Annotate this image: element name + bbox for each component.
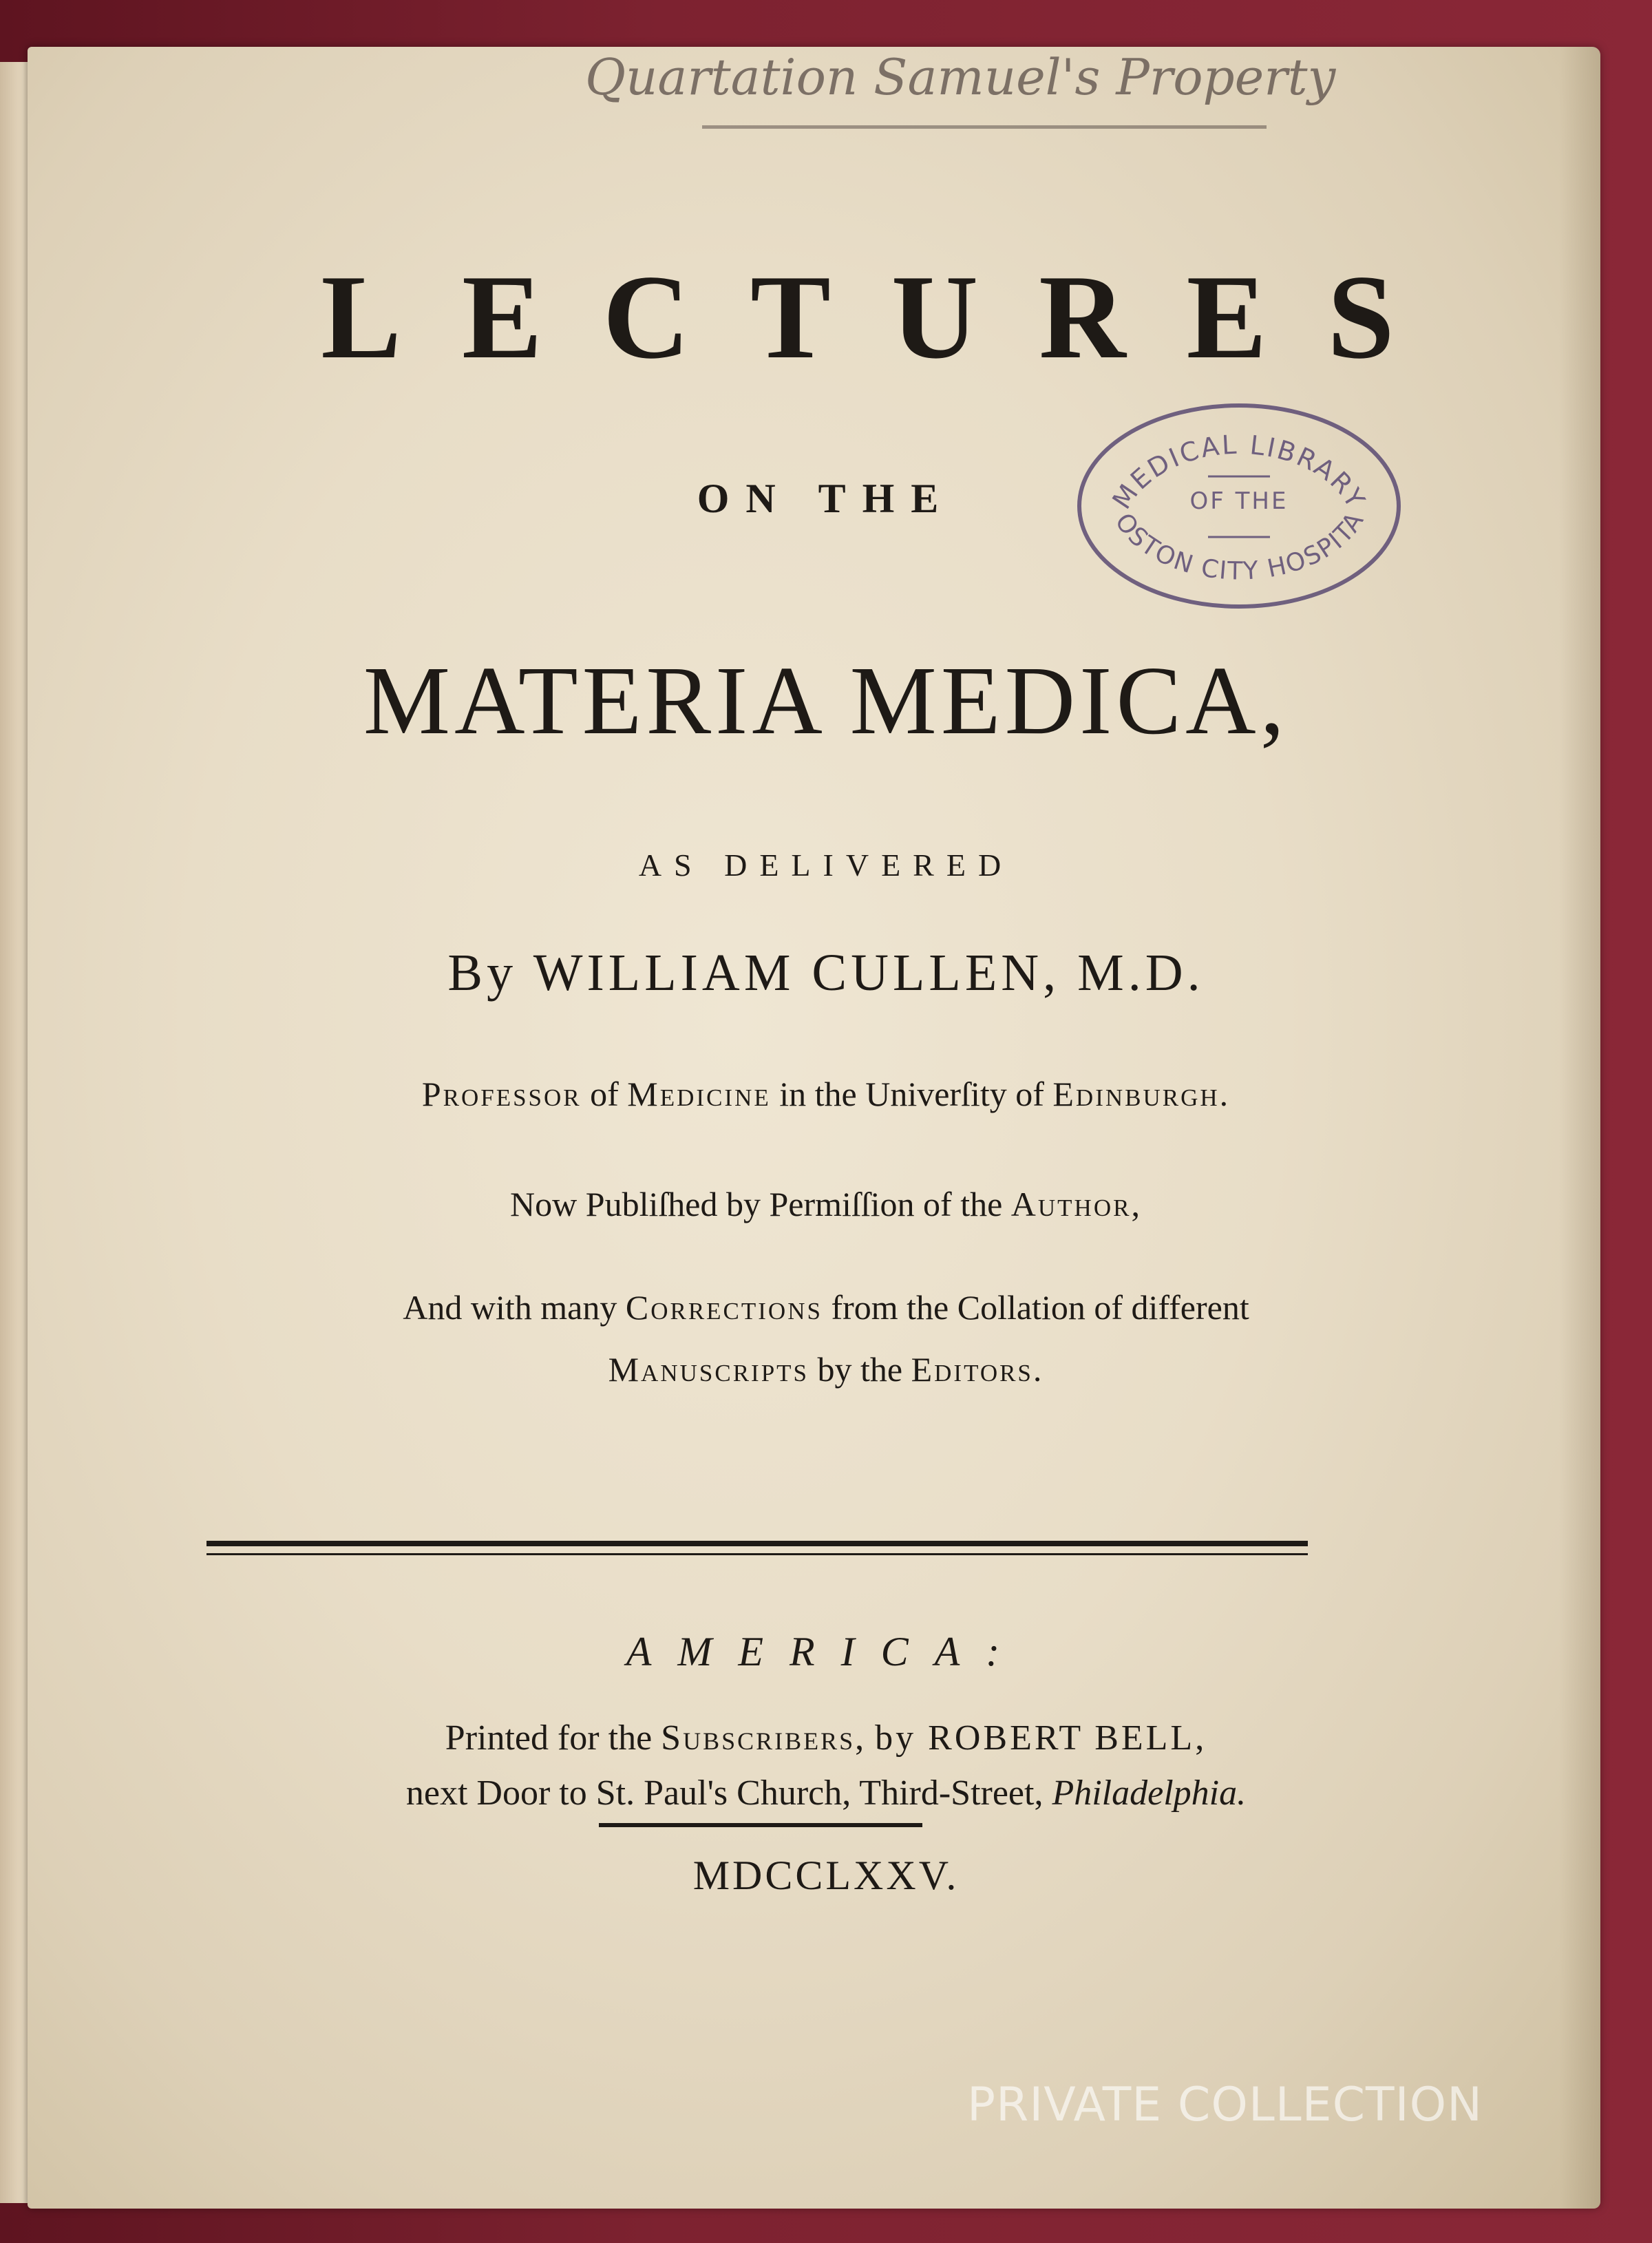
title-lectures: LECTURES bbox=[321, 250, 1455, 383]
by-the-phrase: by the bbox=[817, 1350, 903, 1389]
edinburgh-word: Edinburgh. bbox=[1052, 1075, 1231, 1113]
author-by: By bbox=[447, 944, 518, 1002]
printed-for-phrase: Printed for the bbox=[445, 1718, 653, 1758]
stamp-top-text: MEDICAL LIBRARY bbox=[1106, 429, 1372, 515]
imprint-place: AMERICA: bbox=[626, 1629, 1026, 1674]
published-line bbox=[0, 1184, 1652, 1224]
author-word: Author, bbox=[1010, 1185, 1142, 1223]
inscription-text: Quartation Samuel's Property bbox=[585, 48, 1336, 106]
professor-line bbox=[0, 1074, 1652, 1114]
title-materia-medica: MATERIA MEDICA, bbox=[363, 646, 1289, 755]
title-on-the: ON THE bbox=[697, 476, 955, 521]
editors-word: Editors. bbox=[911, 1350, 1044, 1389]
imprint-year: MDCCLXXV. bbox=[692, 1853, 960, 1898]
philadelphia-word: Philadelphia. bbox=[1052, 1773, 1247, 1813]
watermark-text: PRIVATE COLLECTION bbox=[967, 2078, 1483, 2132]
collation-phrase: from the Collation of different bbox=[831, 1288, 1249, 1327]
printer-name: by ROBERT BELL, bbox=[875, 1718, 1207, 1758]
address-phrase: next Door to St. Paul's Church, Third-Street, bbox=[405, 1773, 1044, 1813]
double-rule-thick bbox=[206, 1541, 1308, 1546]
professor-word: Professor bbox=[421, 1075, 582, 1113]
title-as-delivered: AS DELIVERED bbox=[638, 847, 1014, 883]
manuscripts-word: Manuscripts bbox=[608, 1350, 809, 1389]
imprint-printed-line bbox=[0, 1718, 1652, 1758]
and-with-many: And with many bbox=[403, 1288, 617, 1327]
short-rule bbox=[599, 1823, 922, 1827]
subscribers-word: Subscribers, bbox=[661, 1718, 867, 1758]
author-name: WILLIAM CULLEN, M.D. bbox=[533, 944, 1205, 1002]
double-rule-thin bbox=[206, 1553, 1308, 1555]
inscription-strikethrough bbox=[702, 125, 1267, 129]
of-word: of bbox=[590, 1075, 619, 1113]
corrections-word: Corrections bbox=[625, 1288, 823, 1327]
published-phrase: Now Publiſhed by Permiſſion of the bbox=[510, 1185, 1003, 1223]
stamp-middle-text: OF THE bbox=[1189, 487, 1289, 515]
handwritten-inscription bbox=[585, 48, 1514, 186]
author-line bbox=[0, 943, 1652, 1003]
university-phrase: in the Univerſity of bbox=[779, 1075, 1044, 1113]
manuscripts-line bbox=[0, 1349, 1652, 1389]
medicine-word: Medicine bbox=[627, 1075, 771, 1113]
imprint-address-line bbox=[0, 1773, 1652, 1813]
stamp-bottom-text: OSTON CITY HOSPITA bbox=[1109, 506, 1370, 586]
corrections-line bbox=[0, 1287, 1652, 1327]
